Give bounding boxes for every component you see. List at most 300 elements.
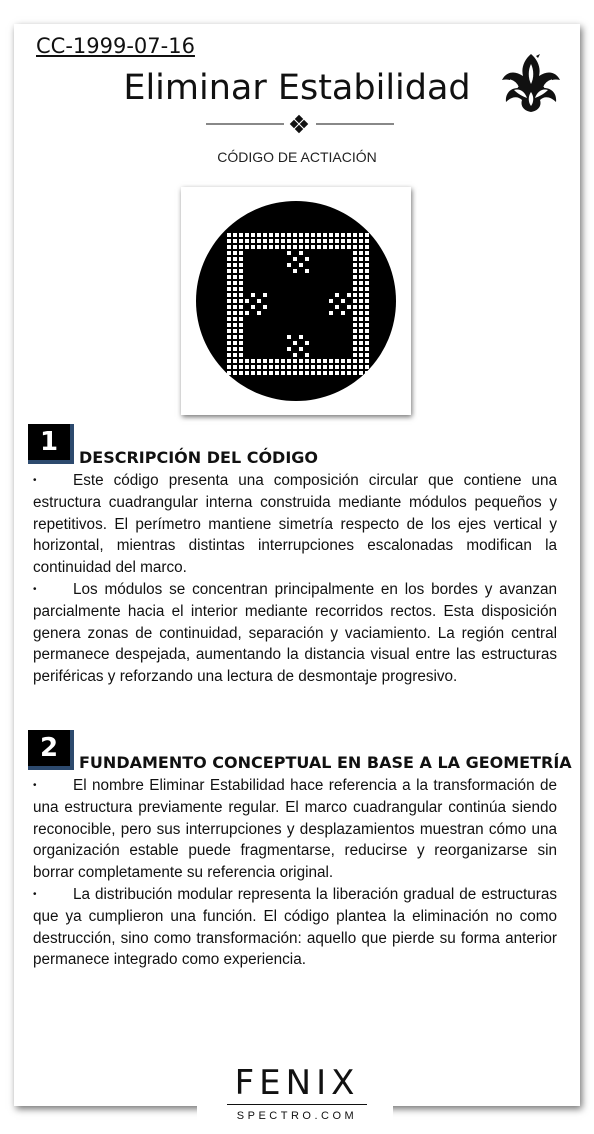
code-module	[293, 341, 297, 345]
code-module	[239, 359, 243, 363]
code-module	[359, 311, 363, 315]
code-module	[359, 263, 363, 267]
code-module	[353, 257, 357, 261]
code-module	[353, 287, 357, 291]
code-module	[281, 245, 285, 249]
code-module	[359, 305, 363, 309]
code-module	[329, 365, 333, 369]
code-module	[359, 287, 363, 291]
code-module	[227, 257, 231, 261]
code-module	[281, 371, 285, 375]
section-2-paragraph: • El nombre Eliminar Estabilidad hace referencia a la transformación de una estructura previamente regular. El marco cuadrangular continúa siendo reconocible, pero sus interrupciones y desplazamientos muestran cómo una organización estable puede fragmentarse, reducirse y reorganizarse sin borrar completamente su referencia original.	[33, 777, 557, 882]
code-module	[359, 233, 363, 237]
code-module	[239, 311, 243, 315]
code-module	[305, 359, 309, 363]
code-module	[233, 275, 237, 279]
code-module	[233, 293, 237, 297]
code-module	[323, 359, 327, 363]
code-module	[227, 329, 231, 333]
code-module	[359, 275, 363, 279]
code-module	[365, 347, 369, 351]
code-module	[233, 305, 237, 309]
code-module	[275, 371, 279, 375]
code-module	[293, 233, 297, 237]
code-module	[341, 311, 345, 315]
code-module	[233, 317, 237, 321]
section-1-number-badge: 1	[28, 424, 74, 464]
code-module	[263, 293, 267, 297]
code-module	[365, 281, 369, 285]
section-2-paragraph: • La distribución modular representa la liberación gradual de estructuras que ya cumplieron una función. El código plantea la eliminación no como destrucción, sino como transformación: aquello que pierde su forma anterior permanece integrado como experiencia.	[33, 885, 557, 969]
code-module	[263, 233, 267, 237]
code-module	[293, 365, 297, 369]
code-module	[323, 245, 327, 249]
code-module	[353, 293, 357, 297]
code-module	[353, 299, 357, 303]
code-module	[317, 245, 321, 249]
code-module	[347, 365, 351, 369]
code-module	[305, 239, 309, 243]
code-module	[365, 365, 369, 369]
code-module	[239, 305, 243, 309]
code-module	[281, 365, 285, 369]
code-module	[227, 347, 231, 351]
code-module	[233, 347, 237, 351]
code-module	[287, 251, 291, 255]
code-module	[227, 239, 231, 243]
code-module	[227, 365, 231, 369]
code-module	[311, 245, 315, 249]
code-module	[353, 305, 357, 309]
code-module	[245, 245, 249, 249]
code-module	[353, 359, 357, 363]
code-module	[233, 269, 237, 273]
code-module	[245, 359, 249, 363]
code-module	[335, 245, 339, 249]
code-module	[299, 371, 303, 375]
code-module	[245, 239, 249, 243]
code-module	[239, 341, 243, 345]
code-module	[257, 245, 261, 249]
code-module	[353, 323, 357, 327]
code-module	[227, 341, 231, 345]
code-module	[227, 299, 231, 303]
code-module	[365, 257, 369, 261]
code-image-frame	[181, 187, 411, 415]
code-module	[233, 245, 237, 249]
code-module	[239, 353, 243, 357]
code-module	[299, 347, 303, 351]
code-module	[311, 233, 315, 237]
code-module	[353, 317, 357, 321]
code-module	[269, 245, 273, 249]
code-module	[227, 323, 231, 327]
code-module	[245, 299, 249, 303]
code-module	[359, 245, 363, 249]
code-module	[359, 347, 363, 351]
code-module	[233, 239, 237, 243]
code-module	[335, 365, 339, 369]
code-module	[233, 359, 237, 363]
code-module	[287, 263, 291, 267]
code-module	[365, 239, 369, 243]
code-module	[329, 299, 333, 303]
code-module	[353, 335, 357, 339]
code-module	[257, 233, 261, 237]
bullet: •	[33, 583, 37, 595]
code-module	[287, 371, 291, 375]
code-module	[353, 311, 357, 315]
code-module	[251, 245, 255, 249]
code-module	[353, 371, 357, 375]
code-module	[233, 257, 237, 261]
page-subtitle: CÓDIGO DE ACTIACIÓN	[217, 149, 377, 165]
code-module	[359, 365, 363, 369]
code-module	[263, 365, 267, 369]
code-module	[227, 317, 231, 321]
code-module	[365, 371, 369, 375]
code-module	[341, 365, 345, 369]
code-module	[365, 269, 369, 273]
bullet: •	[33, 888, 37, 900]
code-module	[305, 245, 309, 249]
code-module	[323, 371, 327, 375]
code-module	[323, 233, 327, 237]
code-module	[293, 239, 297, 243]
code-module	[287, 239, 291, 243]
code-module	[227, 353, 231, 357]
code-module	[293, 269, 297, 273]
code-module	[233, 263, 237, 267]
code-module	[233, 287, 237, 291]
code-module	[227, 287, 231, 291]
code-module	[365, 275, 369, 279]
code-module	[341, 359, 345, 363]
code-module	[311, 365, 315, 369]
code-module	[287, 347, 291, 351]
code-module	[227, 281, 231, 285]
code-module	[329, 311, 333, 315]
code-module	[269, 239, 273, 243]
code-module	[359, 299, 363, 303]
code-module	[353, 353, 357, 357]
code-module	[293, 257, 297, 261]
code-module	[227, 245, 231, 249]
code-module	[269, 371, 273, 375]
code-module	[365, 323, 369, 327]
code-module	[353, 347, 357, 351]
section-2-title: FUNDAMENTO CONCEPTUAL EN BASE A LA GEOMETRÍA	[79, 753, 572, 772]
page-title: Eliminar Estabilidad	[123, 68, 471, 108]
code-module	[233, 299, 237, 303]
code-module	[359, 329, 363, 333]
code-module	[317, 371, 321, 375]
code-module	[227, 251, 231, 255]
code-module	[257, 311, 261, 315]
code-module	[227, 305, 231, 309]
code-module	[311, 371, 315, 375]
code-module	[299, 359, 303, 363]
code-module	[359, 251, 363, 255]
code-module	[281, 239, 285, 243]
code-module	[227, 269, 231, 273]
code-module	[365, 299, 369, 303]
code-module	[299, 335, 303, 339]
code-module	[275, 365, 279, 369]
section-1-paragraph: • Los módulos se concentran principalmente en los bordes y avanzan parcialmente hacia el interior mediante recorridos rectos. Esta disposición genera zonas de continuidad, separación y vaciamiento. La región central permanece despejada, aumentando la distancia visual entre las estructuras periféricas y reforzando una lectura de desmontaje progresivo.	[33, 580, 557, 686]
code-module	[365, 293, 369, 297]
code-module	[365, 287, 369, 291]
code-module	[323, 365, 327, 369]
code-module	[263, 239, 267, 243]
code-module	[299, 233, 303, 237]
code-module	[293, 353, 297, 357]
code-module	[365, 317, 369, 321]
code-module	[239, 233, 243, 237]
code-id: CC-1999-07-16	[36, 34, 195, 58]
code-module	[329, 359, 333, 363]
bullet: •	[33, 780, 37, 791]
code-module	[359, 353, 363, 357]
code-module	[239, 329, 243, 333]
activation-code-image	[193, 199, 399, 403]
code-module	[233, 335, 237, 339]
code-module	[257, 359, 261, 363]
code-module	[245, 311, 249, 315]
code-module	[257, 365, 261, 369]
code-module	[347, 293, 351, 297]
code-module	[341, 239, 345, 243]
code-module	[353, 233, 357, 237]
code-module	[299, 365, 303, 369]
code-module	[251, 239, 255, 243]
code-module	[227, 233, 231, 237]
code-module	[347, 305, 351, 309]
code-module	[227, 359, 231, 363]
code-module	[347, 239, 351, 243]
code-module	[239, 263, 243, 267]
code-module	[227, 275, 231, 279]
code-module	[239, 323, 243, 327]
code-module	[311, 239, 315, 243]
code-module	[293, 245, 297, 249]
code-module	[329, 239, 333, 243]
code-module	[239, 299, 243, 303]
code-module	[305, 353, 309, 357]
brand-website: SPECTRO.COM	[236, 1110, 358, 1122]
code-module	[275, 239, 279, 243]
brand-divider	[227, 1104, 367, 1105]
code-module	[353, 263, 357, 267]
code-module	[263, 245, 267, 249]
code-module	[281, 233, 285, 237]
code-module	[359, 341, 363, 345]
code-module	[281, 359, 285, 363]
code-module	[359, 317, 363, 321]
code-module	[299, 245, 303, 249]
code-module	[257, 371, 261, 375]
code-module	[245, 371, 249, 375]
code-module	[257, 299, 261, 303]
code-module	[239, 317, 243, 321]
code-module	[353, 251, 357, 255]
code-module	[359, 269, 363, 273]
code-module	[275, 359, 279, 363]
phoenix-logo-icon	[500, 50, 562, 114]
code-module	[239, 251, 243, 255]
code-module	[365, 341, 369, 345]
code-module	[305, 341, 309, 345]
code-module	[227, 263, 231, 267]
code-module	[347, 245, 351, 249]
code-module	[239, 287, 243, 291]
code-module	[287, 335, 291, 339]
diamond-ornament-icon	[206, 114, 394, 134]
code-module	[233, 353, 237, 357]
code-module	[269, 359, 273, 363]
code-module	[233, 365, 237, 369]
section-2-number-badge: 2	[28, 730, 74, 770]
code-module	[365, 305, 369, 309]
code-module	[275, 233, 279, 237]
code-module	[365, 245, 369, 249]
code-module	[305, 257, 309, 261]
code-module	[227, 293, 231, 297]
code-module	[353, 275, 357, 279]
code-module	[269, 365, 273, 369]
code-module	[359, 335, 363, 339]
code-module	[239, 281, 243, 285]
bullet: •	[33, 475, 37, 486]
code-module	[341, 233, 345, 237]
code-module	[233, 371, 237, 375]
code-module	[365, 251, 369, 255]
code-module	[353, 245, 357, 249]
code-module	[359, 359, 363, 363]
code-module	[251, 233, 255, 237]
code-module	[239, 365, 243, 369]
code-module	[245, 365, 249, 369]
section-1-title: DESCRIPCIÓN DEL CÓDIGO	[79, 448, 319, 467]
code-module	[365, 353, 369, 357]
code-module	[359, 293, 363, 297]
code-module	[335, 359, 339, 363]
code-module	[329, 245, 333, 249]
code-module	[353, 365, 357, 369]
code-module	[263, 359, 267, 363]
code-module	[263, 371, 267, 375]
code-module	[233, 329, 237, 333]
code-module	[353, 269, 357, 273]
code-module	[317, 365, 321, 369]
code-module	[251, 305, 255, 309]
code-module	[299, 251, 303, 255]
code-module	[341, 245, 345, 249]
code-module	[335, 305, 339, 309]
code-module	[335, 371, 339, 375]
code-module	[353, 329, 357, 333]
code-module	[251, 359, 255, 363]
code-module	[233, 323, 237, 327]
code-module	[305, 365, 309, 369]
code-module	[359, 239, 363, 243]
code-module	[233, 233, 237, 237]
code-module	[269, 233, 273, 237]
code-module	[347, 371, 351, 375]
code-module	[239, 293, 243, 297]
code-module	[251, 293, 255, 297]
code-module	[305, 233, 309, 237]
code-module	[233, 281, 237, 285]
code-module	[359, 281, 363, 285]
code-module	[293, 359, 297, 363]
code-module	[263, 305, 267, 309]
code-module	[323, 239, 327, 243]
code-module	[239, 275, 243, 279]
code-module	[239, 245, 243, 249]
code-module	[359, 257, 363, 261]
code-module	[311, 359, 315, 363]
code-module	[257, 239, 261, 243]
code-module	[233, 311, 237, 315]
code-module	[227, 371, 231, 375]
code-module	[365, 359, 369, 363]
code-module	[365, 329, 369, 333]
code-module	[275, 245, 279, 249]
code-module	[239, 371, 243, 375]
code-module	[335, 293, 339, 297]
code-module	[329, 371, 333, 375]
code-module	[287, 233, 291, 237]
code-module	[341, 299, 345, 303]
code-module	[317, 233, 321, 237]
code-module	[251, 371, 255, 375]
section-1-body	[33, 470, 557, 688]
code-module	[251, 365, 255, 369]
code-module	[353, 239, 357, 243]
code-module	[239, 335, 243, 339]
code-module	[353, 281, 357, 285]
code-module	[287, 245, 291, 249]
code-module	[359, 371, 363, 375]
code-module	[335, 239, 339, 243]
section-2-body	[33, 775, 557, 971]
brand-logo-text: FENIX	[234, 1063, 360, 1103]
code-module	[239, 347, 243, 351]
code-module	[239, 269, 243, 273]
code-module	[227, 335, 231, 339]
code-module	[365, 263, 369, 267]
code-module	[341, 371, 345, 375]
code-module	[287, 359, 291, 363]
code-module	[227, 311, 231, 315]
code-module	[299, 263, 303, 267]
code-module	[287, 365, 291, 369]
code-module	[293, 371, 297, 375]
code-module	[317, 239, 321, 243]
section-1-paragraph: • Este código presenta una composición circular que contiene una estructura cuadrangular interna construida mediante módulos pequeños y repetitivos. El perímetro mantiene simetría respecto de los ejes vertical y horizontal, mientras distintas interrupciones escalonadas modifican la continuidad del marco.	[33, 472, 557, 577]
code-module	[305, 371, 309, 375]
code-module	[365, 311, 369, 315]
code-module	[353, 341, 357, 345]
code-module	[239, 239, 243, 243]
code-module	[347, 359, 351, 363]
code-module	[359, 323, 363, 327]
code-module	[233, 341, 237, 345]
code-module	[347, 233, 351, 237]
code-module	[299, 239, 303, 243]
code-module	[239, 257, 243, 261]
